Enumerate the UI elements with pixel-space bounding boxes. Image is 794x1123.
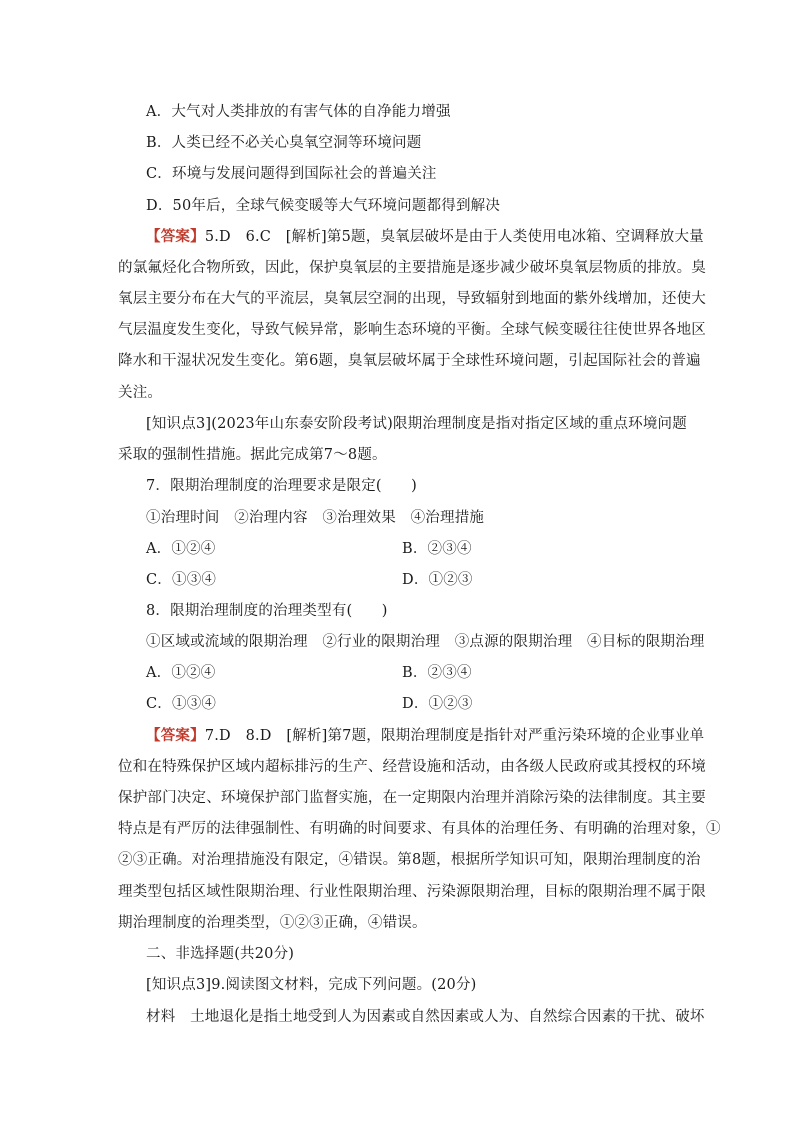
q8-option-c: C．①③④ (146, 696, 217, 712)
answer-text: 5.D 6.C [解析]第5题，臭氧层破坏是由于人类使用电冰箱、空调释放大量 (204, 229, 704, 245)
question-7-items: ①治理时间 ②治理内容 ③治理效果 ④治理措施 (146, 510, 485, 526)
q8-option-a: A．①②④ (146, 665, 216, 681)
answer-line: 位和在特殊保护区域内超标排污的生产、经营设施和活动，由各级人民政府或其授权的环境 (118, 759, 706, 775)
q7-option-b: B．②③④ (402, 541, 472, 557)
answer-line: 理类型包括区域性限期治理、行业性限期治理、污染源限期治理，目标的限期治理不属于限 (118, 884, 706, 900)
answer-text: 7.D 8.D [解析]第7题，限期治理制度是指针对严重污染环境的企业事业单 (204, 728, 705, 744)
material-text: 材料 土地退化是指土地受到人为因素或自然因素或人为、自然综合因素的干扰、破坏 (146, 1009, 705, 1025)
intro-line: 采取的强制性措施。据此完成第7～8题。 (118, 447, 387, 463)
option-c: C．环境与发展问题得到国际社会的普遍关注 (146, 166, 437, 182)
answer-line (146, 726, 704, 746)
q8-option-b: B．②③④ (402, 665, 472, 681)
answer-line: 降水和干湿状况发生变化。第6题，臭氧层破坏属于全球性环境问题，引起国际社会的普遍 (118, 353, 701, 369)
intro-line: [知识点3](2023年山东泰安阶段考试)限期治理制度是指对指定区域的重点环境问题 (146, 416, 687, 432)
answer-line: ②③正确。对治理措施没有限定，④错误。第8题，根据所学知识可知，限期治理制度的治 (118, 852, 701, 868)
option-a: A．大气对人类排放的有害气体的自净能力增强 (146, 104, 451, 120)
answer-line: 期治理制度的治理类型，①②③正确，④错误。 (118, 915, 427, 931)
answer-tag: 【答案】 (146, 228, 205, 245)
question-7-stem: 7．限期治理制度的治理要求是限定( ) (146, 478, 418, 494)
answer-line: 保护部门决定、环境保护部门监督实施，在一定期限内治理并消除污染的法律制度。其主要 (118, 790, 706, 806)
question-8-items: ①区域或流域的限期治理 ②行业的限期治理 ③点源的限期治理 ④目标的限期治理 (146, 634, 705, 650)
question-9: [知识点3]9.阅读图文材料，完成下列问题。(20分) (146, 977, 477, 993)
question-8-stem: 8．限期治理制度的治理类型有( ) (146, 603, 388, 619)
answer-line (146, 227, 704, 247)
q7-option-c: C．①③④ (146, 572, 217, 588)
option-d: D．50年后，全球气候变暖等大气环境问题都得到解决 (146, 198, 501, 214)
section-heading: 二、非选择题(共20分) (146, 946, 295, 962)
answer-line: 气层温度发生变化，导致气候异常，影响生态环境的平衡。全球气候变暖往往使世界各地区 (118, 322, 706, 338)
q8-option-d: D．①②③ (402, 696, 473, 712)
q7-option-d: D．①②③ (402, 572, 473, 588)
answer-line: 关注。 (118, 385, 163, 401)
option-b: B．人类已经不必关心臭氧空洞等环境问题 (146, 135, 422, 151)
answer-tag: 【答案】 (146, 727, 205, 744)
q7-option-a: A．①②④ (146, 541, 216, 557)
answer-line: 氧层主要分布在大气的平流层，臭氧层空洞的出现，导致辐射到地面的紫外线增加，还使大 (118, 291, 706, 307)
answer-line: 的氯氟烃化合物所致，因此，保护臭氧层的主要措施是逐步减少破坏臭氧层物质的排放。臭 (118, 260, 706, 276)
answer-line: 特点是有严厉的法律强制性、有明确的时间要求、有具体的治理任务、有明确的治理对象，① (118, 821, 721, 837)
